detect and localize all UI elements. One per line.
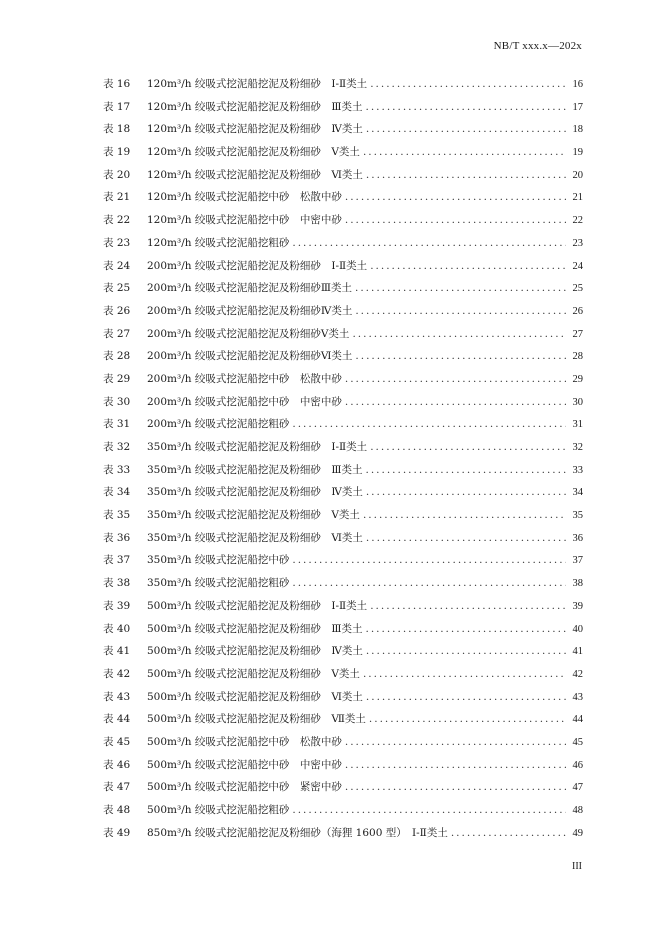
toc-entry[interactable] [103,303,583,326]
toc-entry[interactable] [103,575,583,598]
toc-entry-page: 17 [572,101,583,113]
toc-entry-title: 120m³/h 绞吸式挖泥船挖泥及粉细砂 Ⅰ-Ⅱ类土 [147,78,368,90]
toc-entry-page: 33 [572,464,583,476]
toc-dot-leader [366,645,566,657]
toc-entry-title: 200m³/h 绞吸式挖泥船挖泥及粉细砂Ⅲ类土 [147,282,352,295]
toc-entry-page: 45 [572,736,583,748]
toc-entry-title: 120m³/h 绞吸式挖泥船挖泥及粉细砂 Ⅳ类土 [147,123,363,136]
toc-entry-label: 表 34 [103,486,131,499]
toc-entry-label: 表 21 [103,191,131,204]
toc-dot-leader [370,441,566,453]
toc-dot-leader [355,350,566,362]
toc-entry-label: 表 16 [103,78,131,90]
toc-entry-label: 表 37 [103,554,131,567]
toc-entry-title: 500m³/h 绞吸式挖泥船挖泥及粉细砂 Ⅴ类土 [147,667,360,680]
toc-dot-leader [345,214,566,226]
toc-dot-leader [292,237,566,249]
toc-entry-title: 500m³/h 绞吸式挖泥船挖中砂 中密中砂 [147,758,342,771]
toc-dot-leader [366,691,566,703]
toc-entry-page: 32 [572,442,583,453]
toc-entry-page: 42 [572,668,583,680]
toc-entry-label: 表 33 [103,463,131,476]
toc-entry-label: 表 42 [103,667,131,680]
toc-dot-leader [355,282,566,294]
toc-entry-label: 表 30 [103,395,131,408]
toc-entry-page: 39 [572,600,583,612]
toc-entry-title: 120m³/h 绞吸式挖泥船挖中砂 松散中砂 [147,191,342,204]
toc-entry-page: 38 [572,578,583,590]
toc-entry-page: 31 [572,419,583,431]
document-code-header: NB/T xxx.x—202x [493,40,582,52]
toc-entry-page: 35 [572,510,583,522]
toc-dot-leader [345,781,566,793]
toc-entry[interactable] [103,621,583,644]
toc-dot-leader [366,123,566,135]
toc-entry-title: 350m³/h 绞吸式挖泥船挖中砂 [147,554,290,567]
toc-entry[interactable] [103,258,583,281]
toc-entry-label: 表 20 [103,168,131,181]
toc-entry[interactable] [103,552,583,575]
toc-entry-label: 表 19 [103,146,131,159]
toc-entry-title: 500m³/h 绞吸式挖泥船挖粗砂 [147,804,290,816]
toc-entry-page: 46 [572,759,583,771]
toc-dot-leader [370,78,566,90]
toc-entry-label: 表 39 [103,599,131,612]
toc-entry-label: 表 40 [103,622,131,635]
toc-entry-label: 表 35 [103,509,131,522]
toc-dot-leader [366,532,566,544]
toc-entry-title: 500m³/h 绞吸式挖泥船挖中砂 松散中砂 [147,735,342,748]
toc-dot-leader [365,464,566,476]
toc-entry[interactable] [103,643,583,666]
toc-entry-label: 表 24 [103,259,131,272]
toc-entry-title: 850m³/h 绞吸式挖泥船挖泥及粉细砂（海狸 1600 型） Ⅰ-Ⅱ类土 [147,826,448,839]
toc-entry[interactable] [103,598,583,621]
toc-entry-page: 20 [572,169,583,181]
toc-entry[interactable] [103,144,583,167]
toc-dot-leader [292,554,566,566]
toc-entry-title: 350m³/h 绞吸式挖泥船挖泥及粉细砂 Ⅳ类土 [147,486,363,499]
toc-entry-label: 表 36 [103,531,131,544]
toc-dot-leader [292,804,566,816]
toc-dot-leader [365,101,566,113]
toc-dot-leader [345,191,566,203]
toc-entry-title: 200m³/h 绞吸式挖泥船挖泥及粉细砂Ⅵ类土 [147,350,353,363]
toc-entry-page: 34 [572,487,583,499]
toc-entry-label: 表 46 [103,758,131,771]
toc-dot-leader [345,373,566,385]
toc-entry-page: 23 [572,237,583,249]
toc-dot-leader [363,509,566,521]
toc-dot-leader [292,418,566,430]
toc-entry-page: 43 [572,691,583,703]
toc-entry[interactable] [103,462,583,485]
toc-entry[interactable] [103,711,583,734]
toc-entry-page: 28 [572,351,583,363]
toc-entry-title: 350m³/h 绞吸式挖泥船挖泥及粉细砂 Ⅴ类土 [147,509,360,522]
toc-entry-label: 表 27 [103,327,131,340]
toc-entry[interactable] [103,439,583,462]
toc-entry[interactable] [103,189,583,212]
toc-entry[interactable] [103,99,583,122]
toc-entry-page: 37 [572,555,583,567]
toc-entry[interactable] [103,689,583,712]
toc-dot-leader [352,328,566,340]
toc-entry-label: 表 32 [103,441,131,453]
toc-dot-leader [365,623,566,635]
toc-entry-title: 500m³/h 绞吸式挖泥船挖泥及粉细砂 Ⅵ类土 [147,690,363,703]
toc-entry-title: 200m³/h 绞吸式挖泥船挖粗砂 [147,418,290,431]
toc-entry[interactable] [103,779,583,802]
toc-entry[interactable] [103,530,583,553]
toc-entry-page: 22 [572,215,583,227]
toc-dot-leader [345,396,566,408]
toc-entry[interactable] [103,416,583,439]
toc-dot-leader [451,827,566,839]
toc-entry-page: 36 [572,532,583,544]
toc-entry-label: 表 41 [103,645,131,658]
toc-entry-title: 350m³/h 绞吸式挖泥船挖泥及粉细砂 Ⅵ类土 [147,531,363,544]
toc-entry-label: 表 44 [103,713,131,726]
toc-entry[interactable] [103,757,583,780]
toc-entry-title: 500m³/h 绞吸式挖泥船挖泥及粉细砂 Ⅲ类土 [147,622,363,635]
toc-entry[interactable] [103,280,583,303]
toc-entry[interactable] [103,666,583,689]
toc-entry-page: 27 [572,328,583,340]
toc-dot-leader [370,600,566,612]
toc-entry-page: 49 [572,827,583,839]
toc-entry-title: 200m³/h 绞吸式挖泥船挖泥及粉细砂Ⅴ类土 [147,327,350,340]
toc-entry-label: 表 26 [103,304,131,317]
toc-entry[interactable] [103,484,583,507]
toc-entry-page: 18 [572,124,583,136]
toc-dot-leader [345,736,566,748]
toc-dot-leader [292,577,566,589]
toc-entry-label: 表 38 [103,577,131,590]
toc-entry-title: 120m³/h 绞吸式挖泥船挖泥及粉细砂 Ⅵ类土 [147,168,363,181]
toc-dot-leader [370,260,566,272]
toc-entry[interactable] [103,121,583,144]
toc-dot-leader [366,486,566,498]
toc-entry-title: 200m³/h 绞吸式挖泥船挖中砂 松散中砂 [147,372,342,385]
toc-entry-page: 24 [572,260,583,272]
toc-entry-title: 120m³/h 绞吸式挖泥船挖中砂 中密中砂 [147,214,342,227]
toc-entry-label: 表 43 [103,690,131,703]
toc-entry[interactable] [103,212,583,235]
toc-entry-label: 表 49 [103,826,131,839]
toc-entry-page: 19 [572,147,583,159]
toc-entry-page: 40 [572,623,583,635]
toc-entry-label: 表 31 [103,418,131,431]
toc-entry[interactable] [103,802,583,825]
toc-entry-title: 120m³/h 绞吸式挖泥船挖泥及粉细砂 Ⅲ类土 [147,100,363,113]
toc-entry-title: 350m³/h 绞吸式挖泥船挖泥及粉细砂 Ⅲ类土 [147,463,363,476]
toc-entry[interactable] [103,825,583,848]
toc-entry-label: 表 48 [103,804,131,816]
toc-dot-leader [366,169,566,181]
toc-entry-page: 25 [572,283,583,295]
toc-entry-label: 表 17 [103,100,131,113]
toc-entry-label: 表 47 [103,781,131,794]
toc-entry-label: 表 28 [103,350,131,363]
toc-entry-label: 表 29 [103,372,131,385]
toc-entry-page: 26 [572,305,583,317]
toc-entry[interactable] [103,167,583,190]
toc-entry[interactable] [103,394,583,417]
toc-entry-title: 120m³/h 绞吸式挖泥船挖粗砂 [147,236,290,249]
toc-entry-label: 表 18 [103,123,131,136]
toc-entry-title: 500m³/h 绞吸式挖泥船挖泥及粉细砂 Ⅶ类土 [147,713,366,726]
toc-entry[interactable] [103,326,583,349]
toc-entry-title: 200m³/h 绞吸式挖泥船挖泥及粉细砂Ⅳ类土 [147,304,353,317]
toc-entry[interactable] [103,507,583,530]
toc-entry-page: 30 [572,396,583,408]
toc-dot-leader [363,668,566,680]
page-number: III [572,861,582,872]
toc-entry-page: 16 [572,79,583,90]
toc-entry-label: 表 45 [103,735,131,748]
toc-entry-title: 350m³/h 绞吸式挖泥船挖泥及粉细砂 Ⅰ-Ⅱ类土 [147,441,368,453]
toc-entry[interactable] [103,734,583,757]
toc-entry-label: 表 23 [103,236,131,249]
toc-entry-page: 29 [572,373,583,385]
toc-entry-title: 500m³/h 绞吸式挖泥船挖泥及粉细砂 Ⅰ-Ⅱ类土 [147,599,368,612]
toc-entry[interactable] [103,235,583,258]
toc-entry-title: 350m³/h 绞吸式挖泥船挖粗砂 [147,577,290,590]
toc-entry-title: 120m³/h 绞吸式挖泥船挖泥及粉细砂 Ⅴ类土 [147,146,360,159]
toc-dot-leader [345,759,566,771]
toc-entry-title: 200m³/h 绞吸式挖泥船挖中砂 中密中砂 [147,395,342,408]
toc-dot-leader [355,305,566,317]
toc-entry-page: 21 [572,192,583,204]
table-of-contents-list [103,76,583,847]
toc-entry[interactable] [103,371,583,394]
toc-entry-title: 200m³/h 绞吸式挖泥船挖泥及粉细砂 Ⅰ-Ⅱ类土 [147,259,368,272]
toc-entry-page: 47 [572,782,583,794]
toc-entry-page: 41 [572,646,583,658]
toc-dot-leader [363,146,566,158]
toc-dot-leader [369,713,566,725]
toc-entry-page: 48 [572,805,583,816]
toc-entry-label: 表 22 [103,214,131,227]
toc-entry-title: 500m³/h 绞吸式挖泥船挖泥及粉细砂 Ⅳ类土 [147,645,363,658]
toc-entry-page: 44 [572,714,583,726]
toc-entry[interactable] [103,76,583,99]
toc-entry[interactable] [103,348,583,371]
toc-entry-label: 表 25 [103,282,131,295]
toc-entry-title: 500m³/h 绞吸式挖泥船挖中砂 紧密中砂 [147,781,342,794]
